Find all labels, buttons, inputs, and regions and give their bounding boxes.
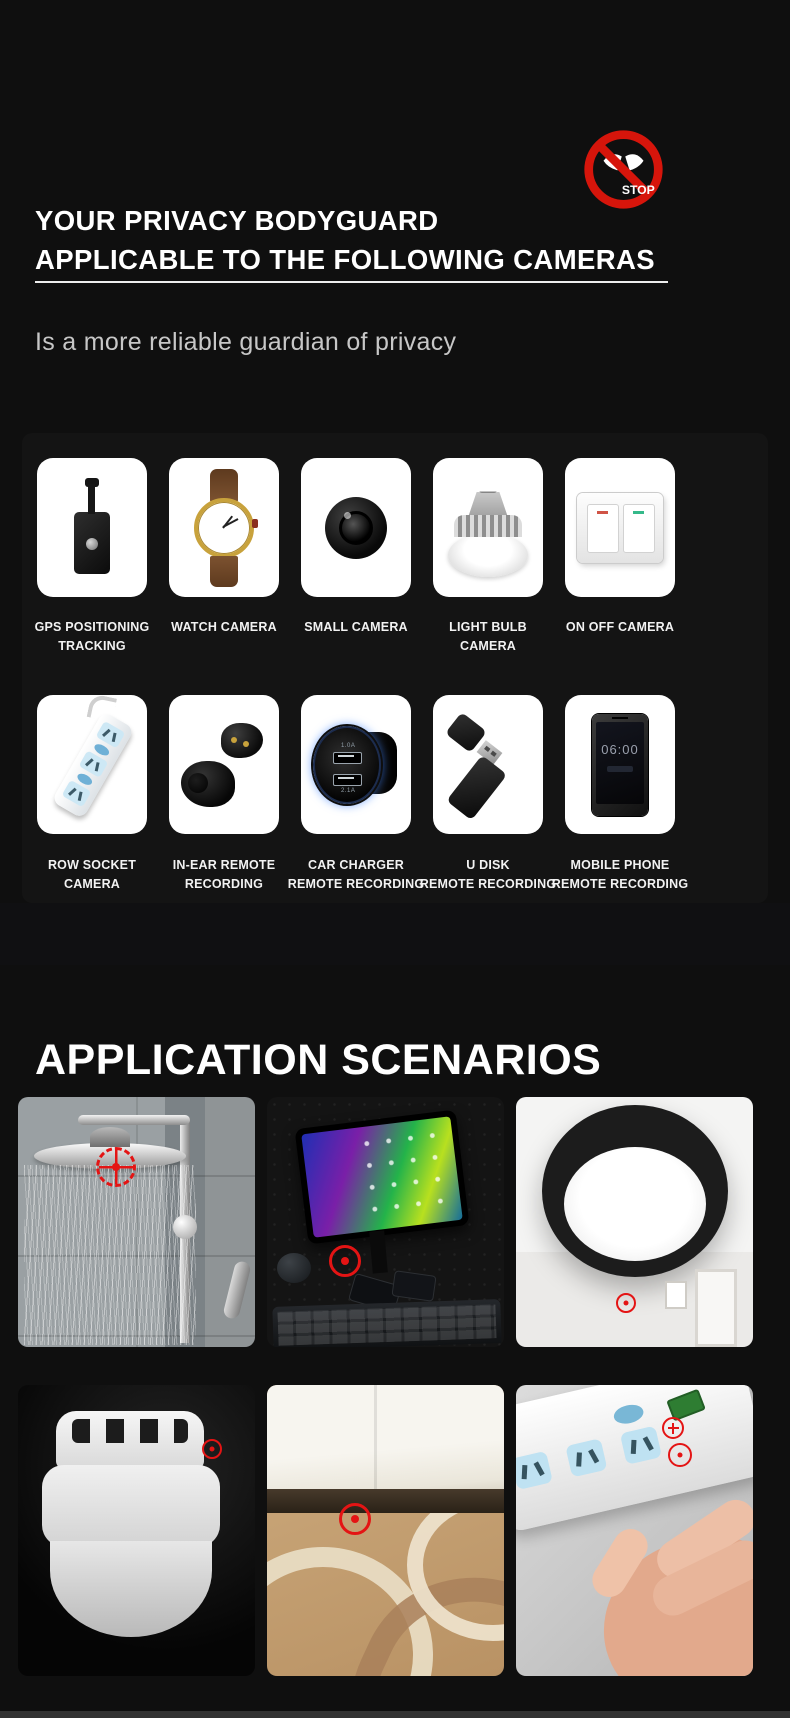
hidden-camera-marker-icon [668,1443,692,1467]
product-card-light-bulb [433,458,543,597]
keyboard [272,1299,501,1347]
phone-clock-text: 06:00 [601,741,639,757]
charger-port-label: 1.0A [341,742,356,749]
scenario-photo-sofa-rug [267,1385,504,1676]
title-line1: YOUR PRIVACY BODYGUARD [35,205,439,237]
product-label: LIGHT BULB CAMERA [449,620,527,653]
product-card-small-camera [301,458,411,597]
page-title [35,201,655,279]
watch-camera-icon [192,469,256,587]
rug [267,1513,504,1676]
hidden-camera-marker-icon [202,1439,222,1459]
product-label: MOBILE PHONE REMOTE RECORDING [551,858,689,891]
car-charger-icon [313,720,399,810]
stop-label: STOP [621,182,655,197]
light-bulb-icon [446,475,530,581]
earbuds-icon [181,721,267,809]
product-label: ROW SOCKET CAMERA [47,858,137,891]
ceiling-light [542,1105,728,1277]
product-card-car-charger [301,695,411,834]
product-card-gps-tracker [37,458,147,597]
hidden-camera-marker-icon [96,1147,136,1187]
product-label: U DISK REMOTE RECORDING [419,858,557,891]
sofa [267,1385,504,1501]
product-card-watch [169,458,279,597]
product-label: WATCH CAMERA [171,620,277,634]
small-camera-lens-icon [325,497,387,559]
product-label: CAR CHARGER REMOTE RECORDING [287,858,425,891]
hidden-camera-marker-icon [616,1293,636,1313]
product-card-row-socket [37,695,147,834]
charger-port-label: 2.1A [341,787,356,794]
stop-no-spy-icon [580,126,667,213]
product-label: IN-EAR REMOTE RECORDING [172,858,276,891]
section-separator [0,903,790,965]
product-label: ON OFF CAMERA [565,620,675,634]
tablet [295,1110,470,1245]
wall-switch-icon [577,493,663,563]
product-label: SMALL CAMERA [304,620,408,634]
usb-drive-icon [442,713,534,817]
bottom-strip [0,1711,790,1718]
title-line2: APPLICABLE TO THE FOLLOWING CAMERAS [35,244,656,276]
gps-tracker-icon [70,478,114,578]
scenario-photo-tablet-desk [267,1097,504,1347]
scenario-photo-shower [18,1097,255,1347]
product-label: GPS POSITIONING TRACKING [34,620,150,653]
mobile-phone-icon [592,714,648,816]
scenario-photo-ceiling-light [516,1097,753,1347]
smoke-detector [56,1411,204,1469]
hidden-camera-marker-icon [329,1245,361,1277]
page-subtitle: Is a more reliable guardian of privacy [35,328,457,356]
hidden-camera-marker-icon [339,1503,371,1535]
scenarios-title: APPLICATION SCENARIOS [35,1035,602,1084]
power-strip-icon [46,709,138,821]
product-card-mobile-phone [565,695,675,834]
crosshair-marker-icon [662,1417,684,1439]
product-card-wall-switch [565,458,675,597]
scenario-photo-smoke-detector [18,1385,255,1676]
product-card-earbuds [169,695,279,834]
product-card-usb-drive [433,695,543,834]
scenario-photo-power-strip-hand [516,1385,753,1676]
title-divider [35,281,668,283]
